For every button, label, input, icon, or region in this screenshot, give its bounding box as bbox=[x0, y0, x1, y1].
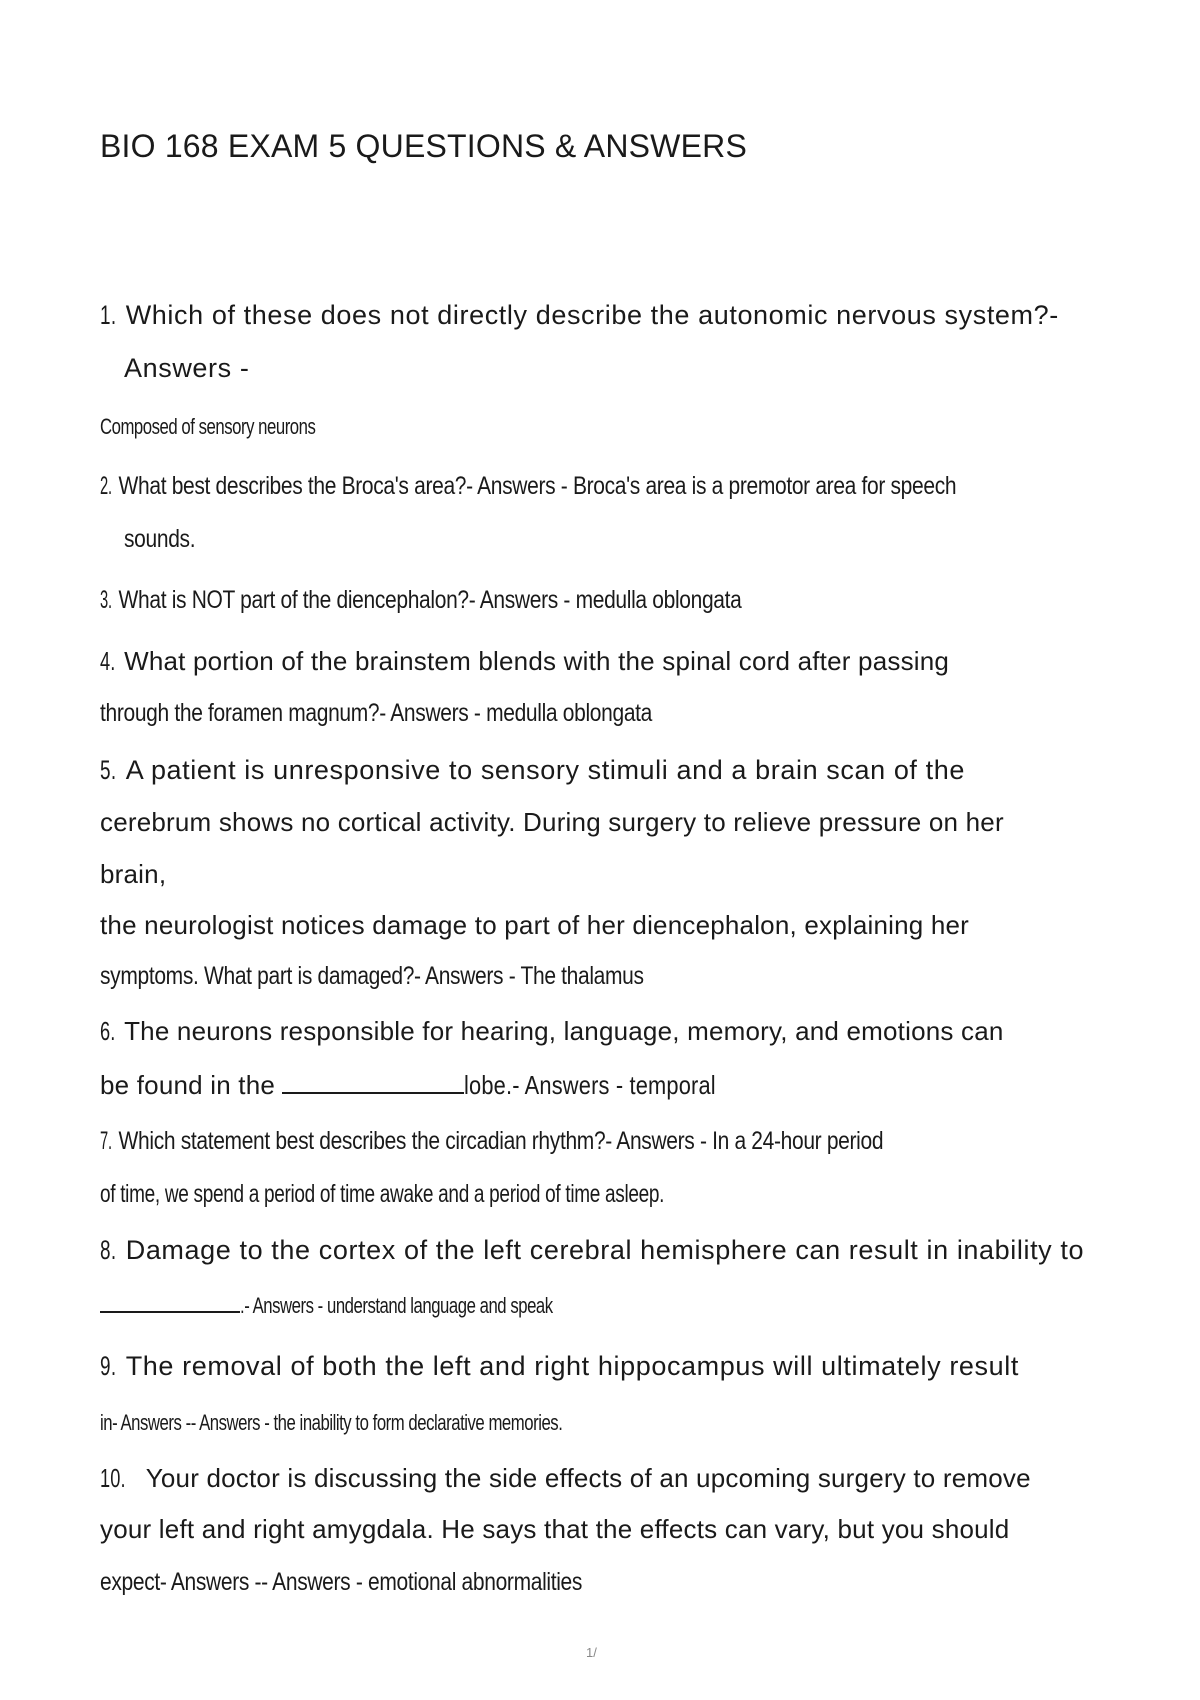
question-text-cont: .- Answers - understand language and speak bbox=[100, 1293, 651, 1319]
question-6 bbox=[100, 1016, 1004, 1047]
page-title: BIO 168 EXAM 5 QUESTIONS & ANSWERS bbox=[100, 128, 747, 164]
question-text-cont: be found in the lobe.- Answers - temporal bbox=[100, 1070, 717, 1100]
question-text-cont: cerebrum shows no cortical activity. During surgery to relieve pressure on her bbox=[100, 807, 1004, 837]
question-number: 4. bbox=[100, 646, 116, 676]
answer-label: Answers - bbox=[124, 353, 250, 383]
question-number: 8. bbox=[100, 1235, 117, 1265]
question-number: 10. bbox=[100, 1463, 126, 1493]
question-text: Your doctor is discussing the side effects of an upcoming surgery to remove bbox=[145, 1463, 1031, 1493]
question-number: 7. bbox=[100, 1127, 112, 1155]
question-text-cont: through the foramen magnum?- Answers - medulla oblongata bbox=[100, 699, 653, 727]
fill-in-blank bbox=[282, 1091, 464, 1094]
question-number: 3. bbox=[100, 586, 112, 614]
question-1 bbox=[100, 300, 1059, 331]
question-text: What best describes the Broca's area?- Answers - Broca's area is a premotor area for speech bbox=[118, 472, 957, 500]
question-2 bbox=[100, 472, 1119, 501]
question-9 bbox=[100, 1351, 1019, 1382]
question-text: What portion of the brainstem blends with the spinal cord after passing bbox=[124, 646, 950, 676]
question-text-cont: in- Answers -- Answers - the inability to form declarative memories. bbox=[100, 1410, 563, 1435]
question-5 bbox=[100, 755, 965, 786]
question-3 bbox=[100, 586, 864, 615]
question-text-cont: the neurologist notices damage to part of her diencephalon, explaining her bbox=[100, 910, 970, 940]
question-text-cont: symptoms. What part is damaged?- Answers - The thalamus bbox=[100, 962, 644, 990]
question-text: The neurons responsible for hearing, language, memory, and emotions can bbox=[124, 1016, 1004, 1046]
question-number: 6. bbox=[100, 1016, 116, 1046]
question-text: A patient is unresponsive to sensory stimuli and a brain scan of the bbox=[125, 755, 965, 785]
question-text-cont: sounds. bbox=[124, 525, 196, 553]
question-number: 2. bbox=[100, 472, 112, 500]
question-10 bbox=[100, 1463, 1031, 1494]
question-text: Which of these does not directly describe the autonomic nervous system?- bbox=[125, 300, 1059, 330]
question-text: Damage to the cortex of the left cerebral hemisphere can result in inability to bbox=[125, 1235, 1085, 1265]
answer-text: Composed of sensory neurons bbox=[100, 414, 316, 439]
question-text-cont: expect- Answers -- Answers - emotional abnormalities bbox=[100, 1568, 583, 1596]
question-text-cont: brain, bbox=[100, 859, 167, 889]
question-text: Which statement best describes the circadian rhythm?- Answers - In a 24-hour period bbox=[118, 1127, 884, 1155]
question-text-cont: of time, we spend a period of time awake and a period of time asleep. bbox=[100, 1180, 665, 1208]
question-7 bbox=[100, 1127, 1032, 1156]
question-number: 1. bbox=[100, 300, 117, 330]
question-number: 5. bbox=[100, 755, 117, 785]
question-text-cont: your left and right amygdala. He says that the effects can vary, but you should bbox=[100, 1514, 1010, 1544]
question-number: 9. bbox=[100, 1351, 117, 1381]
question-text: The removal of both the left and right hippocampus will ultimately result bbox=[125, 1351, 1019, 1381]
question-8 bbox=[100, 1235, 1084, 1266]
question-text: What is NOT part of the diencephalon?- Answers - medulla oblongata bbox=[118, 586, 742, 614]
page-number: 1/ bbox=[586, 1645, 597, 1660]
question-4 bbox=[100, 646, 949, 677]
fill-in-blank bbox=[100, 1310, 240, 1313]
